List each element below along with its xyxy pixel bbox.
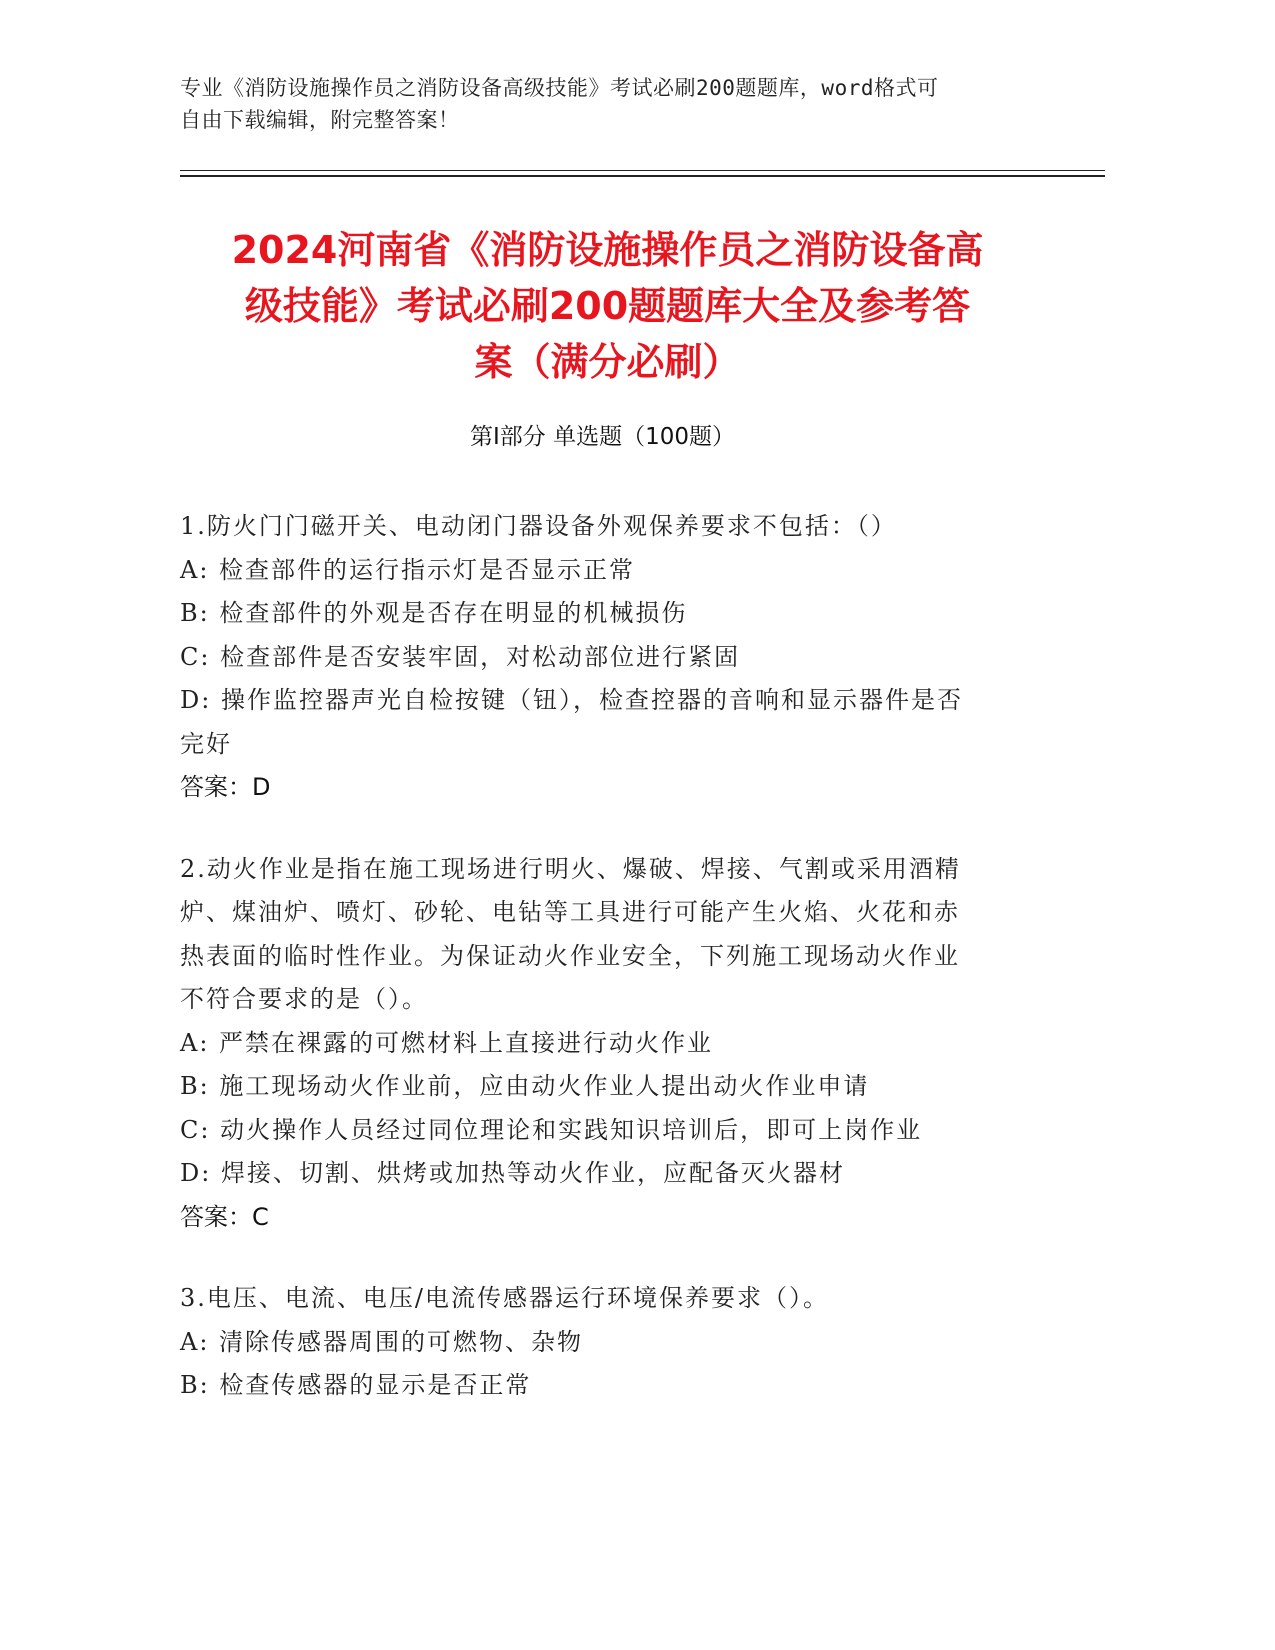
question-2 [180,848,1030,1240]
question-stem-continued: 炉、煤油炉、喷灯、砂轮、电钻等工具进行可能产生火焰、火花和赤 [180,898,960,926]
question-1 [180,505,1030,810]
option-b: B: 检查传感器的显示是否正常 [180,1371,532,1399]
option-d: D: 焊接、切割、烘烤或加热等动火作业，应配备灭火器材 [180,1159,845,1187]
question-list [180,505,1030,1446]
header-divider-thick [180,175,1105,177]
option-a: A: 清除传感器周围的可燃物、杂物 [180,1327,584,1356]
question-stem: 3.电压、电流、电压/电流传感器运行环境保养要求（）。 [180,1284,829,1312]
option-b: B: 施工现场动火作业前，应由动火作业人提出动火作业申请 [180,1072,870,1100]
document-title-line-1: 2024河南省《消防设施操作员之消防设备高 [231,228,984,272]
header-divider-thin [180,170,1105,171]
document-title [170,222,1045,390]
header-note-line-1: 专业《消防设施操作员之消防设备高级技能》考试必刷200题题库，word格式可 [180,76,939,100]
option-d-continued: 完好 [180,729,232,758]
option-c: C: 动火操作人员经过同位理论和实践知识培训后，即可上岗作业 [180,1115,923,1144]
section-title: 第Ⅰ部分 单选题（100题） [470,424,735,450]
option-d: D: 操作监控器声光自检按键（钮），检查控器的音响和显示器件是否 [180,686,963,714]
answer: 答案：D [180,773,271,801]
option-a: A: 检查部件的运行指示灯是否显示正常 [180,555,636,584]
option-b: B: 检查部件的外观是否存在明显的机械损伤 [180,599,688,627]
question-3 [180,1277,1030,1408]
question-stem: 2.动火作业是指在施工现场进行明火、爆破、焊接、气割或采用酒精 [180,854,961,883]
option-c: C: 检查部件是否安装牢固，对松动部位进行紧固 [180,642,741,671]
question-stem: 1.防火门门磁开关、电动闭门器设备外观保养要求不包括：（） [180,512,897,540]
document-title-line-2: 级技能》考试必刷200题题库大全及参考答 [244,284,971,328]
header-note-line-2: 自由下载编辑，附完整答案！ [180,108,460,132]
document-title-line-3: 案（满分必刷） [474,340,741,384]
option-a: A: 严禁在裸露的可燃材料上直接进行动火作业 [180,1028,714,1057]
question-stem-continued: 热表面的临时性作业。为保证动火作业安全，下列施工现场动火作业 [180,941,960,970]
question-stem-continued: 不符合要求的是（）。 [180,985,428,1013]
header-note [180,72,1040,136]
answer: 答案：C [180,1202,269,1231]
